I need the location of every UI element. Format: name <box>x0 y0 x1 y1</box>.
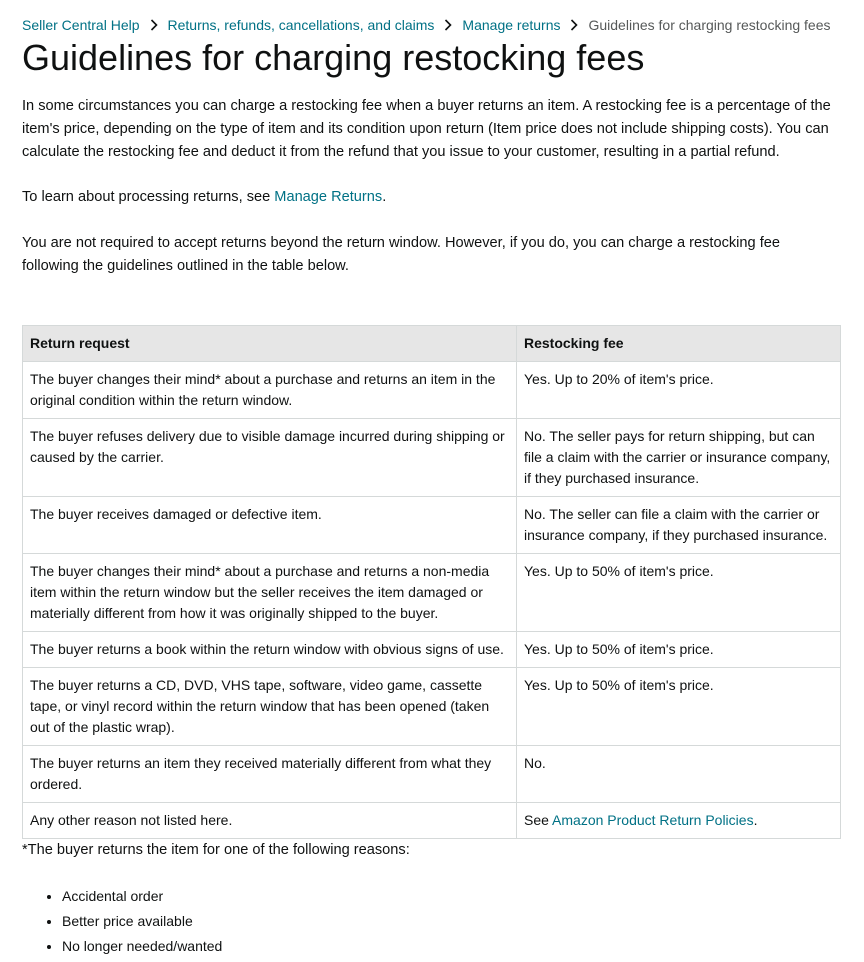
return-request-cell: The buyer returns a book within the return window with obvious signs of use. <box>23 632 517 668</box>
list-item: • No longer needed/wanted <box>62 934 222 959</box>
table-row <box>23 803 841 839</box>
restocking-fee-cell: No. <box>517 746 841 803</box>
return-request-cell: The buyer returns an item they received materially different from what they ordered. <box>23 746 517 803</box>
manage-returns-paragraph <box>22 186 840 209</box>
intro-content <box>22 95 840 300</box>
paragraph-text: . <box>382 189 387 206</box>
table-row <box>23 746 841 803</box>
breadcrumb-link-returns-refunds[interactable]: Returns, refunds, cancellations, and claims <box>167 17 435 33</box>
return-request-cell: Any other reason not listed here. <box>23 803 517 839</box>
return-request-cell: The buyer changes their mind* about a purchase and returns an item in the original condition within the return window. <box>23 362 517 419</box>
chevron-right-icon <box>434 16 462 34</box>
return-window-paragraph: You are not required to accept returns beyond the return window. However, if you do, you can charge a restocking fee following the guidelines outlined in the table below. <box>22 234 780 274</box>
cell-text: . <box>753 812 758 828</box>
return-request-cell: The buyer refuses delivery due to visible damage incurred during shipping or caused by the carrier. <box>23 419 517 497</box>
restocking-fee-cell: No. The seller pays for return shipping, but can file a claim with the carrier or insurance company, if they purchased insurance. <box>517 419 841 497</box>
restocking-fee-cell <box>517 803 841 839</box>
table-row <box>23 554 841 632</box>
list-item: • Better price available <box>62 909 222 934</box>
chevron-right-icon <box>140 16 168 34</box>
return-request-cell: The buyer returns a CD, DVD, VHS tape, software, video game, cassette tape, or vinyl record within the return window that has been opened (taken out of the plastic wrap). <box>23 668 517 746</box>
table-row <box>23 362 841 419</box>
restocking-fee-cell: Yes. Up to 50% of item's price. <box>517 668 841 746</box>
table-header-row <box>23 326 841 362</box>
table-row <box>23 497 841 554</box>
restocking-fee-cell: Yes. Up to 50% of item's price. <box>517 554 841 632</box>
column-header-return-request: Return request <box>23 326 517 362</box>
manage-returns-link[interactable]: Manage Returns <box>274 189 383 206</box>
intro-paragraph: In some circumstances you can charge a restocking fee when a buyer returns an item. A restocking fee is a percentage of the item's price, depending on the type of item and its condition upon return (Item price does not include shipping costs). You can calculate the restocking fee and deduct it from the refund that you issue to your customer, resulting in a partial refund. <box>22 98 831 160</box>
cell-text: See <box>524 812 553 828</box>
table-row <box>23 668 841 746</box>
table-row <box>23 419 841 497</box>
return-request-cell: The buyer receives damaged or defective item. <box>23 497 517 554</box>
breadcrumb-current: Guidelines for charging restocking fees <box>588 17 831 33</box>
page-title: Guidelines for charging restocking fees <box>22 37 645 78</box>
table-row <box>23 632 841 668</box>
return-request-cell: The buyer changes their mind* about a purchase and returns a non-media item within the return window but the seller receives the item damaged or materially different from how it was originally shipped to the buyer. <box>23 554 517 632</box>
amazon-product-return-policies-link[interactable]: Amazon Product Return Policies <box>552 812 754 828</box>
paragraph-text: To learn about processing returns, see <box>22 189 275 206</box>
restocking-fee-cell: Yes. Up to 50% of item's price. <box>517 632 841 668</box>
breadcrumb <box>22 16 862 34</box>
breadcrumb-link-seller-central-help[interactable]: Seller Central Help <box>22 17 140 33</box>
breadcrumb-link-manage-returns[interactable]: Manage returns <box>462 17 561 33</box>
chevron-right-icon <box>560 16 588 34</box>
reasons-list <box>22 884 222 959</box>
restocking-fee-cell: Yes. Up to 20% of item's price. <box>517 362 841 419</box>
footnote: *The buyer returns the item for one of the following reasons: <box>22 842 410 858</box>
restocking-fee-cell: No. The seller can file a claim with the carrier or insurance company, if they purchased insurance. <box>517 497 841 554</box>
restocking-fee-table <box>22 325 841 839</box>
column-header-restocking-fee: Restocking fee <box>517 326 841 362</box>
list-item: • Accidental order <box>62 884 222 909</box>
